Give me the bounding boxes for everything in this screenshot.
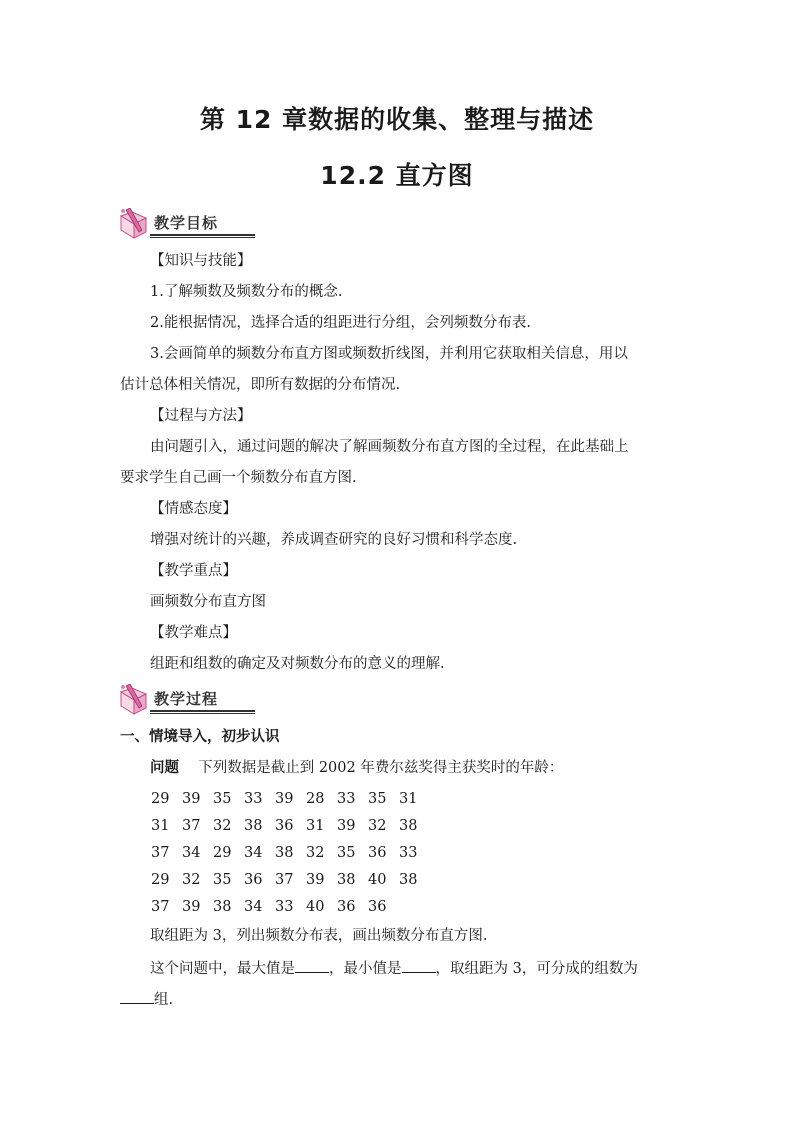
data-value: 39 xyxy=(182,791,201,807)
data-row-2 xyxy=(151,816,430,836)
data-value: 33 xyxy=(244,791,263,807)
data-value: 39 xyxy=(337,818,356,834)
difficulty-text: 组距和组数的确定及对频数分布的意义的理解. xyxy=(150,656,445,672)
data-row-4 xyxy=(151,870,430,890)
data-value: 29 xyxy=(151,872,170,888)
problem-text: 下列数据是截止到 2002 年费尔兹奖得主获奖时的年龄： xyxy=(198,760,564,776)
data-value: 35 xyxy=(368,791,387,807)
data-value: 36 xyxy=(368,899,387,915)
problem-label: 问题 xyxy=(150,760,179,776)
data-row-3 xyxy=(151,843,430,863)
data-value: 37 xyxy=(182,818,201,834)
data-value: 36 xyxy=(244,872,263,888)
data-value: 33 xyxy=(275,899,294,915)
data-value: 34 xyxy=(244,899,263,915)
goals-banner xyxy=(118,208,278,242)
data-value: 32 xyxy=(306,845,325,861)
data-value: 31 xyxy=(306,818,325,834)
data-value: 31 xyxy=(399,791,418,807)
data-value: 37 xyxy=(275,872,294,888)
question-line-2 xyxy=(120,989,680,1010)
book-pen-icon xyxy=(118,684,152,716)
problem-line xyxy=(150,758,680,778)
attitude-text: 增强对统计的兴趣，养成调查研究的良好习惯和科学态度. xyxy=(150,532,518,548)
goals-banner-label: 教学目标 xyxy=(154,214,219,232)
data-value: 32 xyxy=(368,818,387,834)
knowledge-item-2: 2.能根据情况，选择合适的组距进行分组，会列频数分布表. xyxy=(150,315,531,331)
instruction-text: 取组距为 3，列出频数分布表，画出频数分布直方图. xyxy=(150,928,488,944)
data-value: 40 xyxy=(368,872,387,888)
knowledge-item-3: 3.会画简单的频数分布直方图或频数折线图，并利用它获取相关信息，用以 xyxy=(150,346,628,362)
data-value: 31 xyxy=(151,818,170,834)
knowledge-item-1: 1.了解频数及频数分布的概念. xyxy=(150,284,343,300)
data-value: 29 xyxy=(213,845,232,861)
data-value: 35 xyxy=(213,872,232,888)
knowledge-item-3-cont: 估计总体相关情况，即所有数据的分布情况. xyxy=(120,377,401,393)
answer-blank-min[interactable] xyxy=(402,958,436,973)
question-part-2: ，最小值是 xyxy=(329,961,402,977)
method-line-2: 要求学生自己画一个频数分布直方图. xyxy=(120,470,357,486)
focus-heading: 【教学重点】 xyxy=(150,563,237,579)
data-value: 33 xyxy=(337,791,356,807)
data-value: 38 xyxy=(399,872,418,888)
data-value: 38 xyxy=(244,818,263,834)
banner-underline xyxy=(150,234,255,236)
data-value: 39 xyxy=(275,791,294,807)
data-value: 36 xyxy=(368,845,387,861)
data-value: 32 xyxy=(213,818,232,834)
data-value: 37 xyxy=(151,899,170,915)
data-value: 38 xyxy=(275,845,294,861)
data-value: 37 xyxy=(151,845,170,861)
answer-blank-groups[interactable] xyxy=(120,989,154,1004)
book-pen-icon xyxy=(118,208,152,240)
data-value: 38 xyxy=(399,818,418,834)
chapter-title: 第 12 章数据的收集、整理与描述 xyxy=(199,105,595,134)
data-value: 35 xyxy=(337,845,356,861)
banner-underline xyxy=(150,710,255,712)
data-value: 28 xyxy=(306,791,325,807)
attitude-heading: 【情感态度】 xyxy=(150,501,237,517)
method-line-1: 由问题引入，通过问题的解决了解画频数分布直方图的全过程，在此基础上 xyxy=(150,439,629,455)
method-heading: 【过程与方法】 xyxy=(150,408,252,424)
question-part-1: 这个问题中，最大值是 xyxy=(150,961,295,977)
section1-title: 一、情境导入，初步认识 xyxy=(120,729,280,745)
banner-underline xyxy=(150,713,255,714)
data-value: 38 xyxy=(213,899,232,915)
data-value: 33 xyxy=(399,845,418,861)
data-row-1 xyxy=(151,789,430,809)
focus-text: 画频数分布直方图 xyxy=(150,594,266,610)
difficulty-heading: 【教学难点】 xyxy=(150,625,237,641)
process-banner xyxy=(118,684,278,718)
knowledge-heading: 【知识与技能】 xyxy=(150,253,252,269)
data-value: 34 xyxy=(182,845,201,861)
process-banner-label: 教学过程 xyxy=(154,690,219,708)
question-part-3: ，取组距为 3，可分成的组数为 xyxy=(435,961,638,977)
data-row-5 xyxy=(151,897,399,917)
data-value: 32 xyxy=(182,872,201,888)
data-value: 38 xyxy=(337,872,356,888)
question-line-1 xyxy=(150,958,680,979)
data-value: 36 xyxy=(275,818,294,834)
question-part-4: 组. xyxy=(154,992,174,1008)
section-title: 12.2 直方图 xyxy=(320,161,474,190)
data-value: 40 xyxy=(306,899,325,915)
answer-blank-max[interactable] xyxy=(295,958,329,973)
data-value: 35 xyxy=(213,791,232,807)
data-value: 39 xyxy=(306,872,325,888)
data-value: 29 xyxy=(151,791,170,807)
data-value: 39 xyxy=(182,899,201,915)
data-value: 34 xyxy=(244,845,263,861)
data-value: 36 xyxy=(337,899,356,915)
banner-underline xyxy=(150,237,255,238)
